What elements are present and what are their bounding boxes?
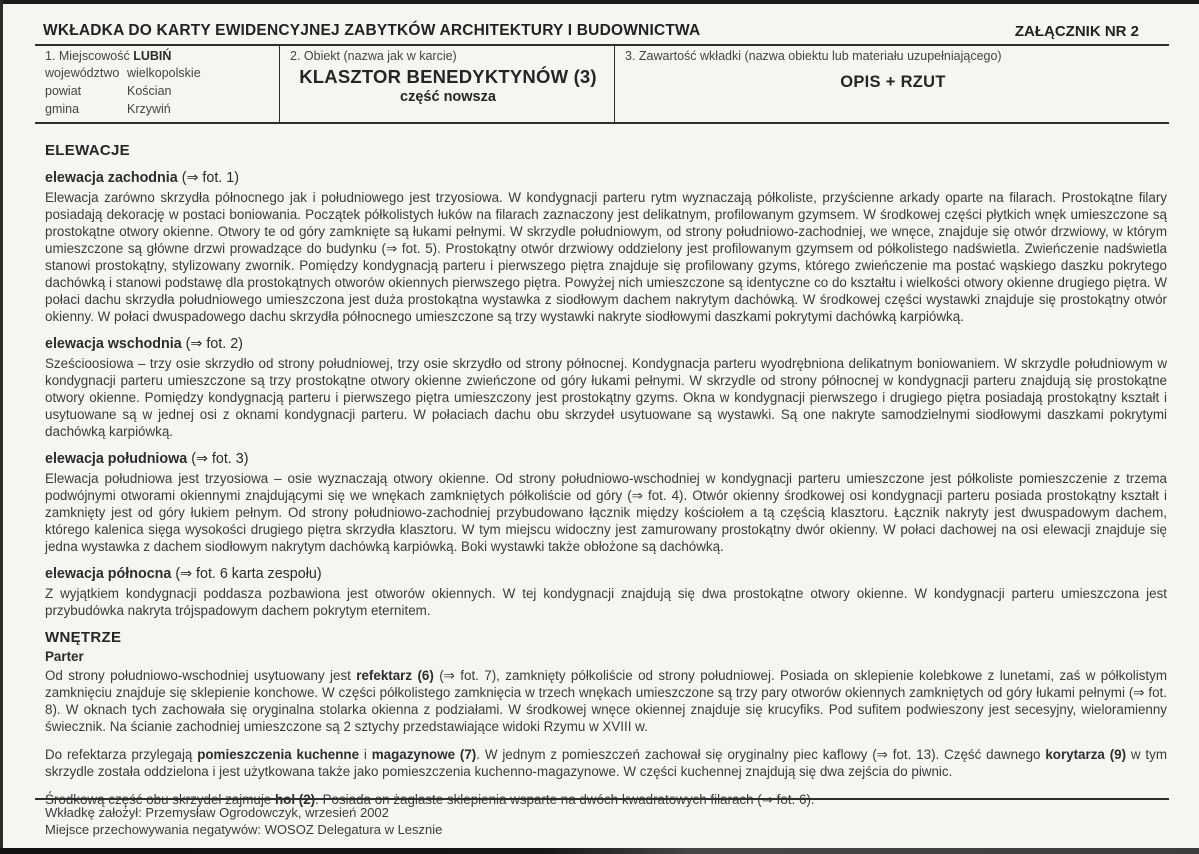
annex-label: ZAŁĄCZNIK NR 2 <box>1014 23 1139 40</box>
miejscowosc-value: LUBIŃ <box>133 49 172 63</box>
info-table <box>35 44 1169 124</box>
page-footer <box>35 798 1169 838</box>
subsection-heading-elewacja-zachodnia: elewacja zachodnia (⇒ fot. 1) <box>45 170 239 186</box>
wojewodztwo-label: województwo <box>45 66 120 80</box>
gmina-label: gmina <box>45 102 80 116</box>
gmina-value: Krzywiń <box>127 102 171 116</box>
obiekt-label: 2. Obiekt (nazwa jak w karcie) <box>290 49 457 63</box>
subsection-heading-parter: Parter <box>45 649 84 664</box>
paragraph-parter-refektarz: Od strony południowo-wschodniej usytuowany jest refektarz (6) (⇒ fot. 7), zamknięty półkoliście od strony południowej. Posiada on sklepienie kolebkowe z lunetami, zaś w półkolistym zamknięciu znajduje się sklepienie konchowe. W części półkolistego zamknięcia w trzech wnękach umieszczone są trzy pary otworów okiennych zamkniętych od góry łukami pełnymi (⇒ fot. 8). W oknach tych zachowała się oryginalna stolarka okienna z podziałami. W środkowej wnęce okiennej znajduje się krucyfiks. Pod sufitem podwieszony jest secesyjny, wieloramienny świecznik. Na ścianie zachodniej umieszczone są 2 sztychy przedstawiające widoki Rzymu w XVIII w. <box>45 668 1167 734</box>
paragraph-elewacja-wschodnia: Sześcioosiowa – trzy osie skrzydło od strony południowej, trzy osie skrzydło od strony północnej. Kondygnacja parteru wyodrębniona delikatnym boniowaniem. W skrzydle południowym w kondygnacji parteru umieszczone są trzy prostokątne otwory okienne zwieńczone od góry łukami pełnymi. W skrzydle od strony północnej w kondygnacji parteru znajdują się prostokątne otwory okienne. Pomiędzy kondygnacją parteru i pierwszego piętra umieszczony jest prostokątny gzyms. Okna w kondygnacji pierwszego i drugiego piętra posiadają prostokątny kształt i usytuowane są w jednej osi z oknami kondygnacji parteru. W połaciach dachu obu skrzydeł usytuowane są wystawki. Są one nakryte samodzielnymi siodłowymi daszkami pokrytymi dachówką karpiówką. <box>45 356 1167 439</box>
cell-obiekt <box>279 46 614 122</box>
powiat-value: Kościan <box>127 84 172 98</box>
subsection-heading-elewacja-polnocna: elewacja północna (⇒ fot. 6 karta zespołu) <box>45 566 322 582</box>
table-row <box>45 84 271 99</box>
scan-edge-bottom <box>0 848 1199 854</box>
miejscowosc-line <box>45 49 271 63</box>
powiat-label: powiat <box>45 84 82 98</box>
obiekt-subtitle: część nowsza <box>400 89 496 105</box>
cell-miejscowosc <box>35 46 279 122</box>
zawartosc-value: OPIS + RZUT <box>840 73 946 91</box>
page-title: WKŁADKA DO KARTY EWIDENCYJNEJ ZABYTKÓW ARCHITEKTURY I BUDOWNICTWA <box>43 22 701 39</box>
paragraph-elewacja-zachodnia: Elewacja zarówno skrzydła północnego jak i południowego jest trzyosiowa. W kondygnacji parteru rytm wyznaczają półkoliste, przyścienne arkady oparte na filarach. Prostokątne filary posiadają dekorację w postaci boniowania. Początek półkolistych łuków na filarach zaznaczony jest delikatnym, profilowanym gzymsem. W środkowej części płytkich wnęk umieszczone są prostokątne otwory okienne. Otwory te od góry zamknięte są łukami pełnymi. W skrzydle południowym, od strony południowo-zachodniej, we wnęce, znajduje się otwór drzwiowy, w którym umieszczone są główne drzwi prowadzące do budynku (⇒ fot. 5). Prostokątny otwór drzwiowy oddzielony jest profilowanym gzymsem od półkolistego nadświetla. Zwieńczenie nadświetla stanowi prostokątny, stylizowany zwornik. Pomiędzy kondygnacją parteru i pierwszego piętra znajduje się profilowany gzyms, którego zwieńczenie ma postać wąskiego daszku pokrytego dachówką i stanowi podstawę dla prostokątnych otworów okiennych pierwszego piętra. Powyżej nich umieszczone są identyczne co do kształtu i wielkości otwory okienne drugiego piętra. W połaci dachu skrzydła południowego umieszczona jest duża prostokątna wystawka z siodłowym dachem nakrytym dachówką. W środkowej części wystawki znajduje się prostokątny otwór okienny. W połaci dwuspadowego dachu skrzydła północnego umieszczone są trzy wystawki nakryte siodłowymi daszkami pokrytymi dachówką karpiówką. <box>45 190 1167 324</box>
document-body <box>35 124 1169 808</box>
scan-edge-left <box>0 0 3 854</box>
cell-zawartosc <box>614 46 1169 122</box>
obiekt-title: KLASZTOR BENEDYKTYNÓW (3) <box>299 66 597 87</box>
footer-author-line: Wkładkę założył: Przemysław Ogrodowczyk, wrzesień 2002 <box>45 805 389 820</box>
page-content <box>35 22 1169 810</box>
zawartosc-label: 3. Zawartość wkładki (nazwa obiektu lub materiału uzupełniającego) <box>625 49 1002 63</box>
footer-negatives-line: Miejsce przechowywania negatywów: WOSOZ Delegatura w Lesznie <box>45 822 443 837</box>
miejscowosc-label: 1. Miejscowość <box>45 49 130 63</box>
subsection-heading-elewacja-wschodnia: elewacja wschodnia (⇒ fot. 2) <box>45 336 243 352</box>
paragraph-parter-kuchnia: Do refektarza przylegają pomieszczenia kuchenne i magazynowe (7). W jednym z pomieszczeń zachował się oryginalny piec kaflowy (⇒ fot. 13). Część dawnego korytarza (9) w tym skrzydle została oddzielona i jest użytkowana także jako pomieszczenia kuchenno-magazynowe. W części kuchennej znajdują się dwa zejścia do piwnic. <box>45 747 1167 779</box>
paragraph-elewacja-polnocna: Z wyjątkiem kondygnacji poddasza pozbawiona jest otworów okiennych. W tej kondygnacji znajdują się dwa prostokątne otwory okienne. W kondygnacji parteru umieszczona jest przybudówka nakryta trójspadowym dachem pokrytym eternitem. <box>45 586 1167 618</box>
page-header <box>35 22 1169 44</box>
table-row <box>45 102 271 117</box>
section-heading-wnetrze: WNĘTRZE <box>45 629 122 646</box>
section-heading-elewacje: ELEWACJE <box>45 142 130 159</box>
paragraph-parter-hol: Środkową część obu skrzydeł zajmuje hol (2). Posiada on żaglaste sklepienia wsparte na dwóch kwadratowych filarach (⇒ fot. 6). <box>45 792 815 807</box>
table-row <box>45 66 271 81</box>
wojewodztwo-value: wielkopolskie <box>127 66 201 80</box>
scan-edge-top <box>0 0 1199 4</box>
paragraph-elewacja-poludniowa: Elewacja południowa jest trzyosiowa – osie wyznaczają otwory okienne. Od strony południowo-wschodniej w kondygnacji parteru umieszczone jest półkoliste pomieszczenie z trzema podwójnymi otworami okiennymi znajdującymi się we wnękach zamkniętych półkoliście od góry (⇒ fot. 4). Otwór okienny środkowej osi kondygnacji parteru posiada prostokątny kształt i zamknięty jest od góry łukiem pełnym. Od strony południowo-zachodniej przybudowano łącznik między kościołem a tą częścią klasztoru. Łącznik nakryty jest dwuspadowym dachem, którego kalenica sięga wysokości drugiego piętra skrzydła klasztoru. W tym miejscu widoczny jest zamurowany prostokątny dwór okienny. W połaci dachowej na osi elewacji znajduje się jedna wystawka z dachem siodłowym nakrytym dachówką karpiówką. Boki wystawki także obłożone są dachówką. <box>45 471 1167 554</box>
subsection-heading-elewacja-poludniowa: elewacja południowa (⇒ fot. 3) <box>45 451 249 467</box>
